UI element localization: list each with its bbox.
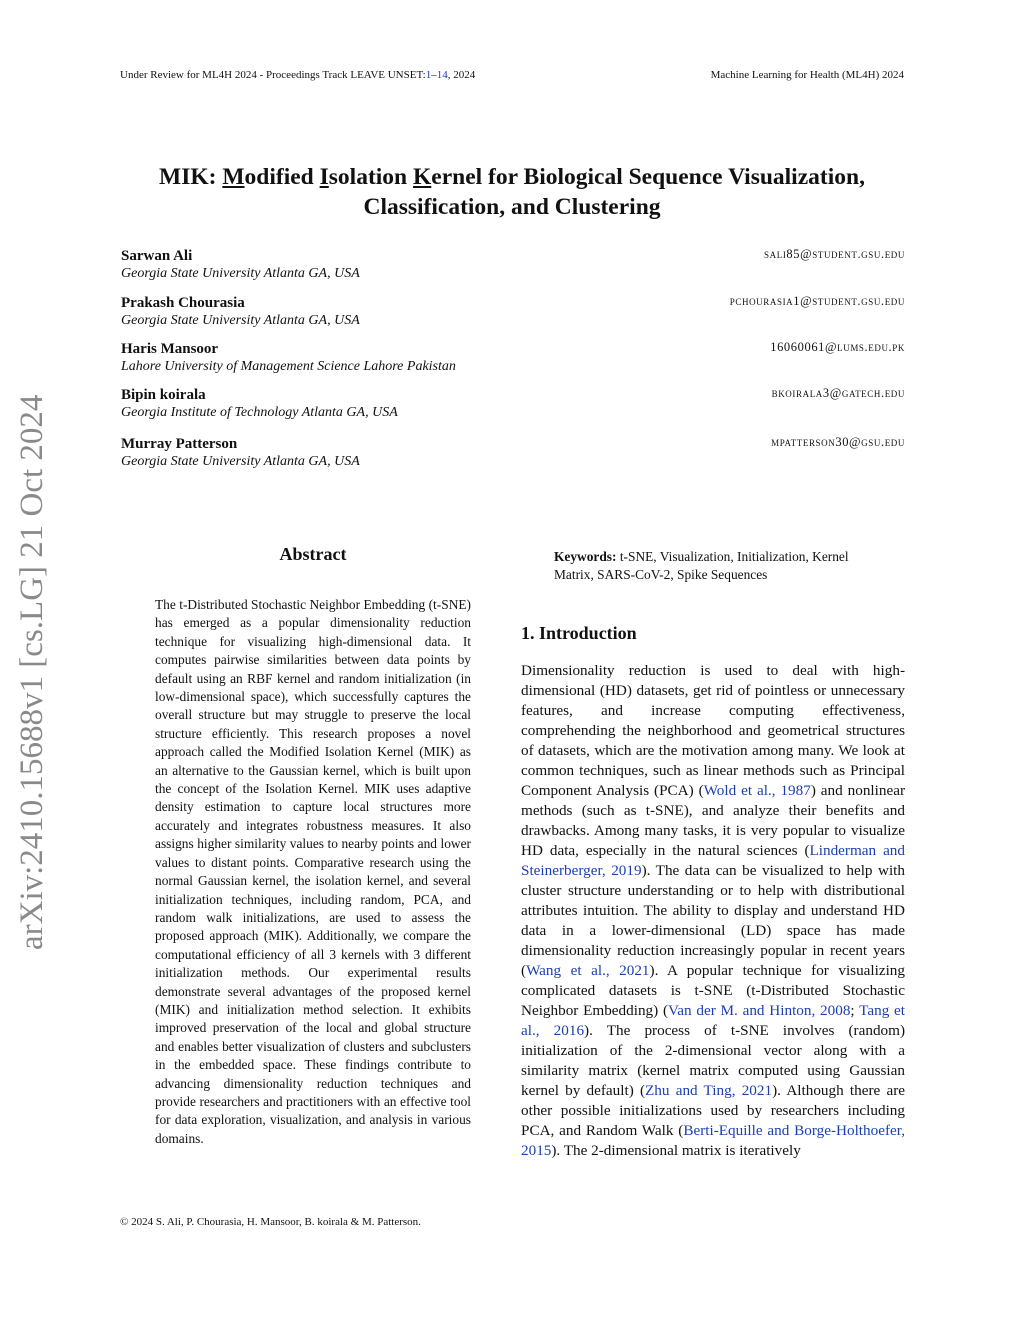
citation-link[interactable]: Wang et al., 2021 bbox=[526, 962, 650, 979]
citation-link[interactable]: Linderman and Steinerberger, 2019 bbox=[521, 842, 905, 879]
keywords bbox=[554, 548, 872, 585]
page-end-link[interactable]: 14 bbox=[436, 69, 448, 81]
author-affiliation: Georgia State University Atlanta GA, USA bbox=[121, 266, 360, 281]
author-block bbox=[121, 247, 905, 283]
author-affiliation: Georgia State University Atlanta GA, USA bbox=[121, 313, 360, 328]
author-name: Bipin koirala bbox=[121, 387, 206, 403]
author-email[interactable]: sali85@student.gsu.edu bbox=[764, 247, 905, 261]
author-email[interactable]: bkoirala3@gatech.edu bbox=[771, 386, 905, 400]
keywords-text: t-SNE, Visualization, Initialization, Kernel Matrix, SARS-CoV-2, Spike Sequences bbox=[554, 549, 849, 583]
author-block bbox=[121, 294, 905, 330]
author-email[interactable]: mpatterson30@gsu.edu bbox=[771, 435, 905, 449]
abstract-heading: Abstract bbox=[279, 544, 347, 564]
citation-link[interactable]: Tang et al., 2016 bbox=[521, 1002, 906, 1039]
page-start-link[interactable]: 1 bbox=[425, 69, 432, 81]
author-name: Haris Mansoor bbox=[121, 341, 219, 357]
citation-link[interactable]: Zhu and Ting, 2021 bbox=[645, 1082, 773, 1099]
author-affiliation: Georgia Institute of Technology Atlanta GA, USA bbox=[121, 405, 398, 420]
citation-link[interactable]: Wold et al., 1987 bbox=[703, 782, 811, 799]
paper-title: MIK: Modified Isolation Kernel for Biological Sequence Visualization, Classification, and Clustering bbox=[159, 164, 865, 220]
author-name: Sarwan Ali bbox=[121, 248, 193, 264]
citation-link[interactable]: Berti-Equille and Borge-Holthoefer, 2015 bbox=[521, 1122, 905, 1159]
author-block bbox=[121, 340, 905, 376]
author-affiliation: Lahore University of Management Science Lahore Pakistan bbox=[121, 359, 456, 374]
author-name: Prakash Chourasia bbox=[121, 295, 245, 311]
running-header-left: Under Review for ML4H 2024 - Proceedings Track LEAVE UNSET:1–14, 2024 bbox=[120, 69, 476, 81]
author-email[interactable]: 16060061@lums.edu.pk bbox=[770, 340, 905, 354]
keywords-label: Keywords: bbox=[554, 549, 617, 564]
arxiv-identifier: arXiv:2410.15688v1 [cs.LG] 21 Oct 2024 bbox=[14, 394, 50, 950]
section-heading-introduction: 1. Introduction bbox=[521, 623, 637, 643]
author-affiliation: Georgia State University Atlanta GA, USA bbox=[121, 454, 360, 469]
author-block bbox=[121, 435, 905, 471]
author-email[interactable]: pchourasia1@student.gsu.edu bbox=[729, 294, 905, 308]
abstract-text: The t-Distributed Stochastic Neighbor Embedding (t-SNE) has emerged as a popular dimensionality reduction technique for visualizing high-dimensional data. It computes pairwise similarities between data points by default using an RBF kernel and random initialization (in low-dimensional space), which successfully captures the overall structure but may struggle to preserve the local structure efficiently. This research proposes a novel approach called the Modified Isolation Kernel (MIK) as an alternative to the Gaussian kernel, which is built upon the concept of the Isolation Kernel. MIK uses adaptive density estimation to capture local structures more accurately and integrates robustness measures. It also assigns higher similarity values to nearby points and lower values to distant points. Comparative research using the normal Gaussian kernel, the isolation kernel, and several initialization techniques, including random, PCA, and random walk initializations, are used to assess the proposed approach (MIK). Additionally, we compare the computational efficiency of all 3 kernels with 3 different initialization methods. Our experimental results demonstrate several advantages of the proposed kernel (MIK) and initialization method selection. It exhibits improved preservation of the local and global structure and enables better visualization of clusters and subclusters in the embedded space. These findings contribute to advancing dimensionality reduction techniques and provide researchers and practitioners with an effective tool for data exploration, visualization, and analysis in various domains. bbox=[155, 597, 471, 1146]
introduction-text: Dimensionality reduction is used to deal with high-dimensional (HD) datasets, get rid of pointless or unnecessary features, and increase computing effectiveness, comprehending the neighborhood and geometrical structures of datasets, which are the motivation among many. We look at common techniques, such as linear methods such as Principal Component Analysis (PCA) (Wold et al., 1987) and nonlinear methods (such as t-SNE), and analyze their benefits and drawbacks. Among many tasks, it is very popular to visualize HD data, especially in the natural sciences (Linderman and Steinerberger, 2019). The data can be visualized to help with cluster structure understanding or to help with distributional attributes intuition. The ability to display and understand HD data in a lower-dimensional (LD) space has made dimensionality reduction increasingly popular in recent years (Wang et al., 2021). A popular technique for visualizing complicated datasets is t-SNE (t-Distributed Stochastic Neighbor Embedding) (Van der M. and Hinton, 2008; Tang et al., 2016). The process of t-SNE involves (random) initialization of the 2-dimensional vector along with a similarity matrix (kernel matrix computed using Gaussian kernel by default) (Zhu and Ting, 2021). Although there are other possible initializations used by researchers including PCA, and Random Walk (Berti-Equille and Borge-Holthoefer, 2015). The 2-dimensional matrix is iteratively bbox=[521, 662, 906, 1159]
author-block bbox=[121, 386, 905, 422]
copyright-footer: © 2024 S. Ali, P. Chourasia, H. Mansoor, B. koirala & M. Patterson. bbox=[120, 1216, 421, 1228]
author-name: Murray Patterson bbox=[121, 436, 238, 452]
running-header-right: Machine Learning for Health (ML4H) 2024 bbox=[710, 69, 904, 81]
citation-link[interactable]: Van der M. and Hinton, 2008 bbox=[668, 1002, 851, 1019]
